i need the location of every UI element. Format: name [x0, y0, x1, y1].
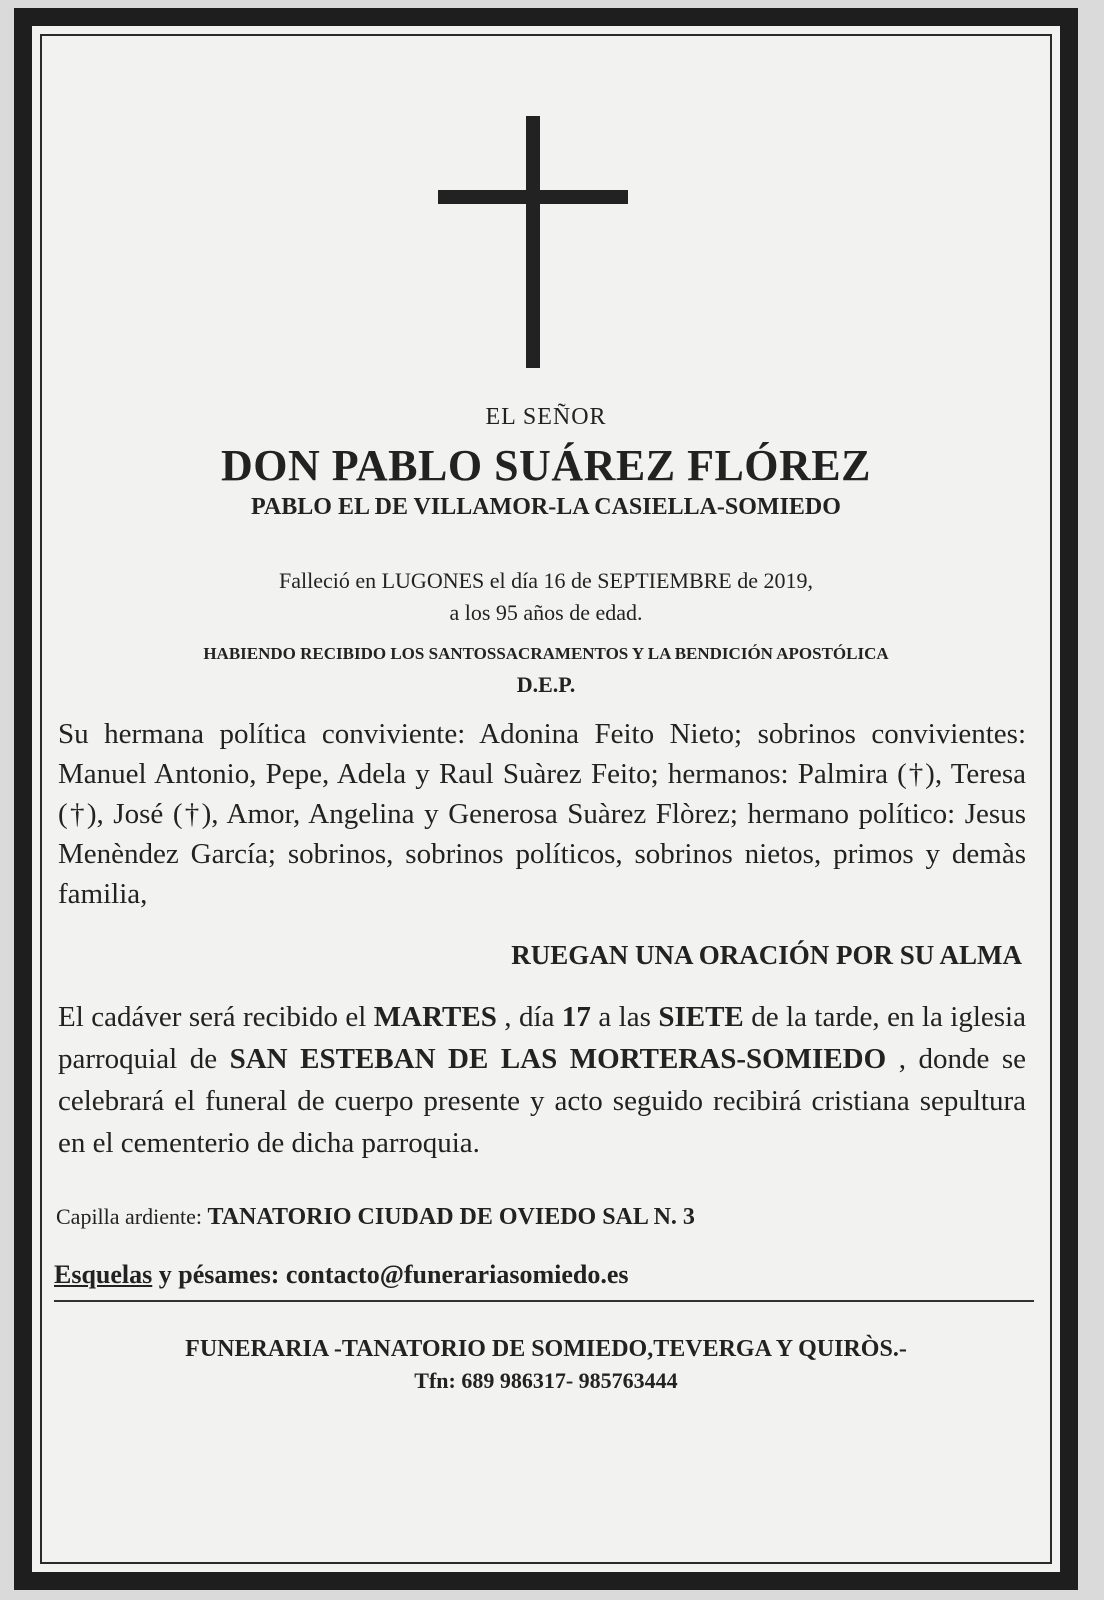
- death-details: Falleció en LUGONES el día 16 de SEPTIEMBRE de 2019,: [278, 568, 814, 593]
- condolences-line: [54, 1260, 628, 1290]
- footer-divider: [54, 1300, 1034, 1302]
- funeral-date: 17: [561, 1001, 591, 1033]
- chapel-line: [56, 1204, 695, 1231]
- funeral-time: SIETE: [658, 1001, 744, 1033]
- cross-vertical-bar: [526, 116, 540, 368]
- funeral-home-phone: Tfn: 689 986317- 985763444: [414, 1368, 678, 1393]
- deceased-alias: PABLO EL DE VILLAMOR-LA CASIELLA-SOMIEDO: [251, 494, 841, 520]
- prayer-request: RUEGAN UNA ORACIÓN POR SU ALMA: [511, 940, 1022, 970]
- chapel-value: TANATORIO CIUDAD DE OVIEDO SAL N. 3: [207, 1204, 695, 1230]
- cross-horizontal-bar: [438, 190, 628, 204]
- funeral-text-1: El cadáver será recibido el: [58, 1001, 374, 1033]
- funeral-church: SAN ESTEBAN DE LAS MORTERAS-SOMIEDO: [229, 1043, 887, 1075]
- sacraments-line: HABIENDO RECIBIDO LOS SANTOSSACRAMENTOS Y LA BENDICIÓN APOSTÓLICA: [203, 644, 889, 663]
- funeral-text-5: , donde se celebrará el funeral de cuerpo presente y acto seguido recibirá cristiana sepultura en el cementerio de dicha parroquia.: [58, 1043, 1027, 1159]
- condolences-email: contacto@funerariasomiedo.es: [285, 1260, 629, 1289]
- chapel-label: Capilla ardiente:: [56, 1204, 208, 1229]
- obituary-sheet: [14, 8, 1078, 1590]
- rip-line: D.E.P.: [516, 672, 576, 697]
- deceased-name: DON PABLO SUÁREZ FLÓREZ: [221, 441, 871, 490]
- funeral-day: MARTES: [373, 1001, 497, 1033]
- funeral-text-4: de la tarde, en la iglesia parroquial de: [58, 1001, 1026, 1075]
- funeral-paragraph: [58, 996, 1026, 1164]
- condolences-label: Esquelas: [54, 1260, 153, 1289]
- funeral-text-3: a las: [590, 1001, 659, 1033]
- intro-title: EL SEÑOR: [485, 404, 607, 430]
- funeral-home-name: FUNERARIA -TANATORIO DE SOMIEDO,TEVERGA Y QUIRÒS.-: [185, 1336, 907, 1362]
- age-at-death: a los 95 años de edad.: [449, 600, 643, 625]
- family-paragraph: Su hermana política conviviente: Adonina Feito Nieto; sobrinos convivientes: Manuel Antonio, Pepe, Adela y Raul Suàrez Feito; hermanos: Palmira (†), Teresa (†), José (†), Amor, Angelina y Generosa Suàrez Flòrez; hermano político: Jesus Menèndez García; sobrinos, sobrinos políticos, sobrinos nietos, primos y demàs familia,: [58, 718, 1026, 910]
- condolences-mid: y pésames:: [152, 1260, 286, 1289]
- funeral-text-2: , día: [496, 1001, 562, 1033]
